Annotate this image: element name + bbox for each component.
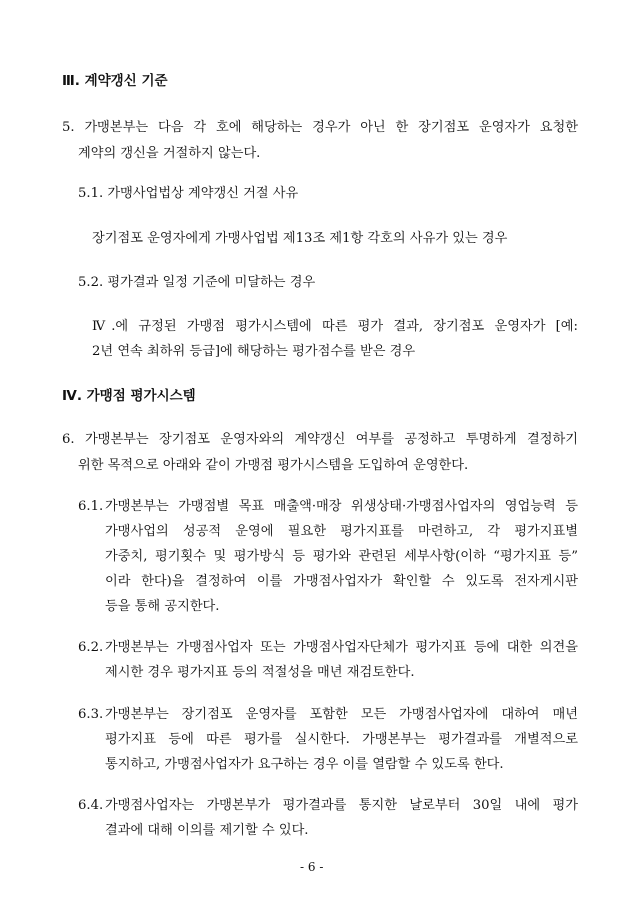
clause-5-1-body: 장기점포 운영자에게 가맹사업법 제13조 제1항 각호의 사유가 있는 경우 (92, 231, 508, 246)
clause-6-1-line-4: 이라 한다)을 결정하여 이를 가맹점사업자가 확인할 수 있도록 전자게시판 (105, 574, 578, 589)
clause-6-3-line-1: 가맹본부는 장기점포 운영자를 포함한 모든 가맹점사업자에 대하여 매년 (105, 707, 578, 722)
clause-5-line-2: 계약의 갱신을 거절하지 않는다. (78, 146, 261, 161)
section-heading-4: Ⅳ. 가맹점 평가시스템 (62, 388, 196, 404)
clause-6-1-line-1: 가맹본부는 가맹점별 목표 매출액·매장 위생상태·가맹점사업자의 영업능력 등 (105, 499, 578, 514)
clause-6-line-1: 6. 가맹본부는 장기점포 운영자와의 계약갱신 여부를 공정하고 투명하게 결정하기 (62, 432, 578, 447)
clause-6-line-2: 위한 목적으로 아래와 같이 가맹점 평가시스템을 도입하여 운영한다. (78, 458, 469, 473)
clause-6-3-number: 6.3. (78, 707, 104, 722)
section-heading-3: Ⅲ. 계약갱신 기준 (62, 73, 168, 89)
clause-6-2-number: 6.2. (78, 640, 104, 655)
clause-5-2-body-line-1: Ⅳ.에 규정된 가맹점 평가시스템에 따른 평가 결과, 장기점포 운영자가 [예: (92, 319, 578, 334)
page-number: - 6 - (300, 860, 324, 874)
clause-6-4-line-1: 가맹점사업자는 가맹본부가 평가결과를 통지한 날로부터 30일 내에 평가 (105, 798, 578, 813)
clause-5-2-title: 5.2. 평가결과 일정 기준에 미달하는 경우 (78, 275, 316, 290)
clause-5-1-title: 5.1. 가맹사업법상 계약갱신 거절 사유 (78, 186, 299, 201)
clause-6-2-line-2: 제시한 경우 평가지표 등의 적절성을 매년 재검토한다. (105, 665, 415, 680)
clause-6-3-line-2: 평가지표 등에 따른 평가를 실시한다. 가맹본부는 평가결과를 개별적으로 (105, 732, 578, 747)
clause-6-4-number: 6.4. (78, 798, 104, 813)
clause-5-line-1: 5. 가맹본부는 다음 각 호에 해당하는 경우가 아닌 한 장기점포 운영자가 요청한 (62, 120, 578, 135)
clause-5-2-body-line-2: 2년 연속 최하위 등급]에 해당하는 평가점수를 받은 경우 (92, 344, 416, 359)
clause-6-1-line-3: 가중치, 평기횟수 및 평가방식 등 평가와 관련된 세부사항(이하 “평가지표 등” (105, 549, 578, 564)
clause-6-3-line-3: 통지하고, 가맹점사업자가 요구하는 경우 이를 열람할 수 있도록 한다. (105, 757, 504, 772)
clause-6-1-line-5: 등을 통해 공지한다. (105, 599, 220, 614)
clause-6-1-line-2: 가맹사업의 성공적 운영에 필요한 평가지표를 마련하고, 각 평가지표별 (105, 524, 578, 539)
clause-6-1-number: 6.1. (78, 499, 104, 514)
clause-6-4-line-2: 결과에 대해 이의를 제기할 수 있다. (105, 823, 309, 838)
clause-6-2-line-1: 가맹본부는 가맹점사업자 또는 가맹점사업자단체가 평가지표 등에 대한 의견을 (105, 640, 578, 655)
